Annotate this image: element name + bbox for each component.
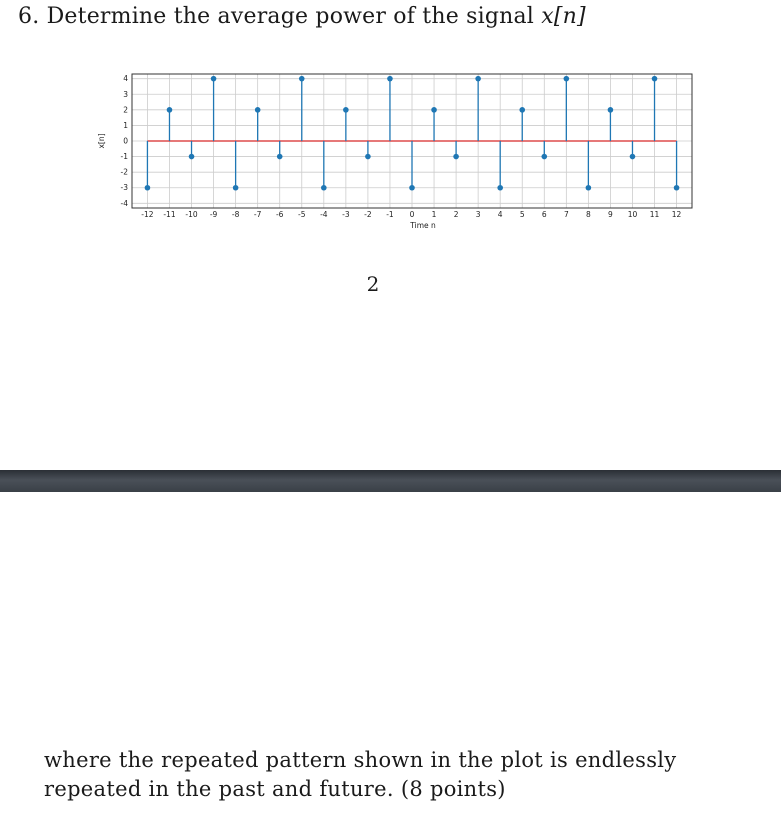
x-axis-label: Time n [410,221,436,230]
x-tick-label: 4 [497,210,503,219]
x-tick-label: -6 [275,210,284,219]
question-text: Determine the average power of the signal [46,4,542,29]
x-tick-label: 6 [541,210,547,219]
stem-marker [497,185,503,191]
y-tick-label: -1 [120,152,128,162]
stem-marker [541,154,547,160]
y-tick-label: -3 [120,183,128,193]
stem-marker [453,154,459,160]
stem-marker [343,107,349,113]
x-tick-label: 5 [519,210,525,219]
y-tick-label: -2 [120,167,128,177]
stem-marker [365,154,371,160]
page-number: 2 [366,272,380,296]
stem-marker [409,185,415,191]
question-heading [18,4,586,29]
stem-marker [255,107,261,113]
x-tick-label: -5 [298,210,306,219]
x-tick-label: -9 [209,210,218,219]
y-tick-label: 0 [123,136,128,146]
stem-marker [145,185,151,191]
stem-plot [90,68,700,238]
x-tick-label: 2 [453,210,459,219]
y-tick-label: 4 [123,74,128,84]
x-tick-label: -7 [253,210,262,219]
question-number: 6. [18,4,40,29]
stem-marker [652,76,658,82]
x-tick-label: -10 [185,210,198,219]
stem-plot-svg [90,68,700,238]
x-tick-label: 12 [671,210,682,219]
stem-marker [167,107,173,113]
y-tick-label: -4 [120,198,128,208]
x-tick-label: -4 [320,210,328,219]
y-tick-label: 1 [123,120,128,130]
x-tick-label: 0 [409,210,415,219]
x-tick-label: 3 [475,210,481,219]
stem-marker [299,76,305,82]
continuation-text: where the repeated pattern shown in the plot is endlessly repeated in the past and future. (8 points) [44,748,677,801]
x-tick-label: 8 [585,210,591,219]
stem-marker [277,154,283,160]
stem-marker [233,185,239,191]
x-tick-label: -2 [364,210,372,219]
x-tick-label: -11 [163,210,176,219]
stem-marker [321,185,327,191]
x-tick-label: 9 [608,210,613,219]
stem-marker [519,107,525,113]
stem-marker [387,76,393,82]
x-tick-label: -8 [231,210,240,219]
x-tick-label: 7 [563,210,569,219]
x-tick-label: -1 [386,210,394,219]
stem-marker [586,185,592,191]
stem-marker [674,185,680,191]
x-tick-label: 1 [431,210,437,219]
stem-marker [475,76,481,82]
y-tick-label: 2 [123,105,128,115]
stem-marker [211,76,217,82]
stem-marker [431,107,437,113]
y-tick-label: 3 [123,89,128,99]
x-tick-label: 10 [627,210,638,219]
y-axis-label: x[n] [97,133,106,149]
x-tick-label: -12 [141,210,154,219]
stem-marker [630,154,636,160]
x-tick-label: -3 [342,210,350,219]
signal-symbol: x[n] [541,4,586,29]
page-divider [0,470,781,492]
stem-marker [564,76,570,82]
stem-marker [189,154,195,160]
stem-marker [608,107,614,113]
x-tick-label: 11 [649,210,660,219]
